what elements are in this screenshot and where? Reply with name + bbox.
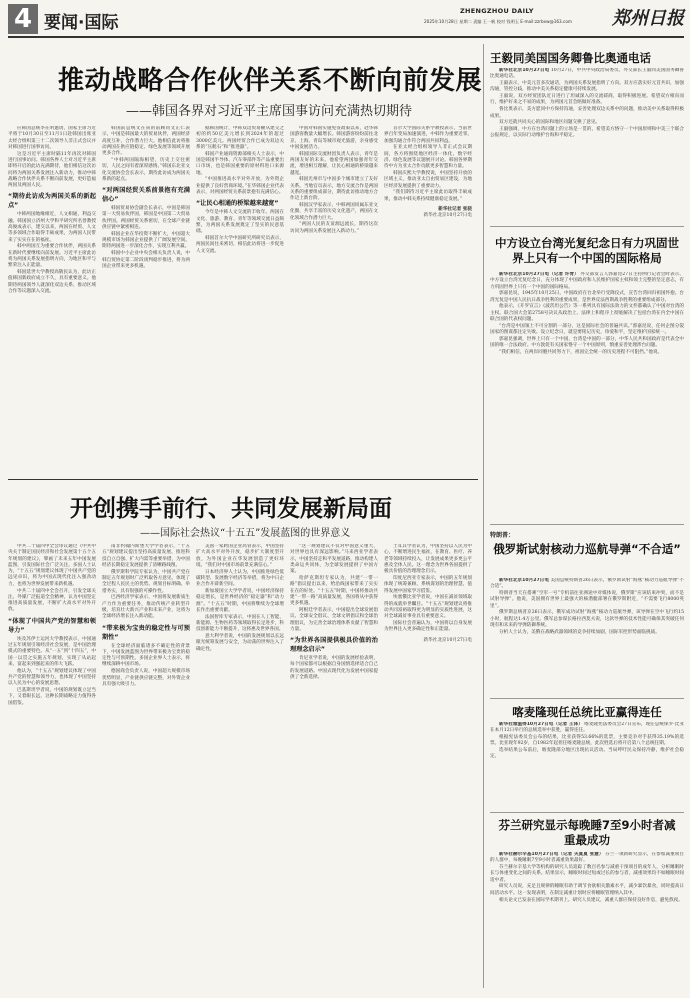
second-subhead-3: “为世界各国提供极具价值的治理理念启示” xyxy=(290,637,378,654)
right-divider-3 xyxy=(490,698,684,699)
lead-author: 新华社记者 张骁 xyxy=(438,207,472,213)
second-col-4: “这一规划建议不仅对中国意义重大，对世界也具有深远影响。”马来西亚学者表示，中国坚持走和平发展道路，推动构建人类命运共同体，为全球发展提供了中国方案。 哈萨克斯坦专家认为，共建“一带一路”倡议提出以来，给沿线国家带来了实实在在的好处。“十五五”时期，中国将推动共建“一带一路”高质量发展，各国将从中获得更多机遇。 阿根廷学者表示，中国提出全球发展倡议、全球安全倡议、全球文明倡议和全球治理倡议，为完善全球治理体系贡献了智慧和力量。 “为世界各国提供极具价值的治理理念启示” 肯尼亚学者说，中国的发展经验表明，每个国家都可以根据自身国情选择适合自己的发展道路。中国式现代化为发展中国家提供了全新选择。 xyxy=(290,544,378,681)
right-finland-title: 芬兰研究显示每晚睡7至9小时者减重最成功 xyxy=(498,818,676,847)
second-col-1: 中共二十届四中全会审议通过《中共中央关于制定国民经济和社会发展第十五个五年规划的建议》，擘画了未来五年中国发展蓝图，引发国际社会广泛关注。多国人士认为，“十五五”规划建议体现了中国共产党的远见卓识，将为中国式现代化注入强劲动力，也将为世界发展带来新机遇。 中共二十届四中全会召开，引发全球关注。外媒广泛报道全会精神，认为中国坚定推进高质量发展，不断扩大高水平对外开放。 “体现了中国共产党的智慧和领导力” 埃及苏伊士运河大学教授表示，中国通过五年规划引领经济社会发展，是中国治理模式的重要特色。从“一五”到“十四五”，中国一以贯之实施五年规划，实现了从站起来、富起来到强起来的伟大飞跃。 他认为，“十五五”规划建议体现了中国共产党的智慧和领导力，也体现了中国坚持以人民为中心的发展思想。 巴基斯坦学者说，中国的规划既立足当下，又着眼长远，这种长期战略定力值得各国借鉴。 xyxy=(8,544,96,706)
second-col-5: 土耳其学者认为，中国坚持以人民为中心，不断增进民生福祉，在教育、医疗、养老等领域持续投入，让发展成果更多更公平惠及全体人民。这一理念为世界各国提供了极具价值的治理理念启示。 印度尼西亚专家表示，中国的五年规划体现了统筹兼顾、系统谋划的治理智慧，值得发展中国家学习借鉴。 埃塞俄比亚学者说，中国在减贫领域取得的成就举世瞩目。“十五五”规划建议将推动共同富裕取得更为明显的实质性进展，这对全球减贫事业具有重要意义。 国际社会普遍认为，中国将以自身发展为世界注入更多确定性和正能量。 新华社北京10月27日电 xyxy=(384,544,472,643)
section-name: 要闻·国际 xyxy=(44,13,119,33)
lead-col-1: 应韩国总统李在明邀请，国家主席习近平将于10月30日至11月1日赴韩国出席亚太经合组织第三十二次领导人非正式会议并对韩国进行国事访问。 这是习近平主席时隔11年再次对韩国进行国事访问。韩国各界人士对习近平主席即将开启的此访充满期待，他们相信这次访问将为两国关系发展注入新动力，推动中韩战略合作伙伴关系不断向前发展，更好造福两国及两国人民。 “期待此访成为两国关系的新起点” 中韩两国地缘相近，人文相通，利益交融。韩国国立济州大学和平研究所名誉教授高俊成表示，建交以来，两国在经贸、人文等多领域合作取得丰硕成果，为两国人民带来了实实在在的福祉。 韩中两国互为重要合作伙伴，两国关系在新时代要继续向前发展。习近平主席此访将为两国关系发展指明方向，为地区和平与繁荣注入正能量。 韩国延世大学教授高敬民认为，此访正值韩国新政府成立不久，具有重要意义。他期待两国领导人就深化双边关系、推动区域合作等议题深入交流。 xyxy=(8,126,96,295)
second-subhead-2: “带来极为宝贵的稳定性与可预期性” xyxy=(102,624,190,641)
right-mid-kicker xyxy=(490,230,684,234)
masthead xyxy=(0,0,690,44)
right-mid-dateline: 新华社北京10月27日电（记者 许青） xyxy=(499,272,579,277)
paper-logo: 郑州日报 xyxy=(612,8,684,29)
lead-col-4: 中国对韩国实施免签政策以来，赴华韩国游客数量大幅增长。韩国游客纷纷前往北京、上海、青岛等城市观光旅游，亲身感受中国发展活力。 韩国国际交流财团负责人表示，青年是两国友好的未来。他希望两国加强青年交流，增进相互理解，让民心相通的桥梁越来越宽。 韩国光州市与中国多个城市建立了友好关系。当地官员表示，地方交流合作是两国关系的重要组成部分，期待此访推动地方合作迈上新台阶。 韩国汉学家表示，中韩两国同属东亚文化圈，共享丰富的历史文化遗产，两国在文化领域合作潜力巨大。 “两国人民的友谊源远流长，期待这次访问为两国关系发展注入新动力。” xyxy=(290,126,378,234)
second-subtitle: ——国际社会热议“十五五”发展蓝图的世界意义 xyxy=(140,528,351,539)
paper-name-en: ZHENGZHOU DAILY xyxy=(460,7,534,15)
second-col-3: 美国一家跨国企业高管表示，中国坚持扩大高水平对外开放，稳步扩大制度型开放，为外国企业在华发展创造了更好环境。“我们对中国市场前景充满信心。” 日本经济界人士认为，中国推进绿色低碳转型、发展数字经济等举措，将为中日企业合作开辟新空间。 新加坡国立大学学者说，中国经济保持稳定增长，是世界经济的“稳定器”和“动力源”。“十五五”时期，中国将继续为全球增长作出重要贡献。 法国智库专家表示，中国在人工智能、新能源、生物医药等领域取得长足进步，科技创新能力不断提升，这将惠及世界各国。 意大利学者说，中国的发展规划以长远眼光统筹发展与安全，为动荡的世界注入了确定性。 xyxy=(196,544,284,652)
second-title: 开创携手前行、共同发展新局面 xyxy=(70,496,392,522)
right-top-title: 王毅同美国国务卿鲁比奥通电话 xyxy=(490,51,651,65)
lead-col-2: 韩国前总统文在寅的前顾问文正仁表示，中国是韩国最大的贸易伙伴，两国经济高度互补，合作潜力巨大。他相信此访将推动两国在供应链稳定、绿色发展等领域开展更多合作。 “中韩两国隔海相望，历史上交往密切，人民之间有着深厚感情。”韩国东北亚文化交流协会会长表示，期待此访成为两国关系新的起点。 “对两国经贸关系前景抱有充满信心” 韩国贸易协会副会长表示，中国是韩国第一大贸易伙伴国，韩国是中国第二大贸易伙伴国。两国经贸关系密切，在全球产业链供应链中紧密相连。 韩国企业在华投资不断扩大，中国超大规模市场为韩国企业提供了广阔发展空间。期待两国进一步深化合作，实现互利共赢。 韩国中小企业中央会相关负责人说，中韩自贸协定第二阶段谈判稳步推进，将为两国企业带来更多机遇。 xyxy=(102,126,190,269)
right-russia-body: 新华社北京10月27日电 美国总统特朗普26日表示，俄罗斯试射“海燕”核动力巡航导弹“不合适”。 特朗普当天在搭乘“空军一号”专机前往亚洲途中对媒体说，俄罗斯“应该结束冲突，而不是试射导弹”。他说，美国拥有世界上最强大的核潜艇部署在俄罗斯附近，“不需要飞行8000英里”。 俄罗斯总统普京26日表示，俄军成功试射“海燕”核动力巡航导弹，该导弹在空中飞行约15小时，航程达1.4万公里。俄军总参谋长格拉西莫夫说，这款导弹的技术性能可确保其突破任何现有和未来的导弹防御系统。 分析人士认为，美俄在战略武器领域的竞争持续加剧，国际军控形势面临挑战。 xyxy=(490,578,684,635)
right-russia-title: 俄罗斯试射核动力巡航导弹“不合适” xyxy=(493,542,681,556)
masthead-rule xyxy=(8,36,684,38)
section-rule xyxy=(8,479,478,480)
right-divider-4 xyxy=(490,812,684,813)
second-dateline: 新华社北京10月27日电 xyxy=(423,637,472,643)
page-number: 4 xyxy=(8,4,38,34)
lead-col-3: 据韩国统计，中韩双边贸易额从建交之初的约50亿美元增长到2024年的超过3000亿美元。两国经贸合作已成为双边关系的“压舱石”和“推进器”。 韩国产业通商资源部相关人士表示，中国是韩国半导体、汽车零部件等产品重要出口市场，也是韩国重要的原材料进口来源地。 “中国推进高水平对外开放，为外资企业提供了良好营商环境。”在华韩国企业代表表示，对两国经贸关系前景抱有充满信心。 “让民心相通的桥梁越来越宽” 今年是中韩人文交流的丰收年。两国在文化、旅游、教育、青年等领域交流日益频繁，为两国关系发展奠定了坚实的民意基础。 韩国首尔大学中国研究所研究员表示，两国民间往来密切，相信此访将进一步促进人文交流。 xyxy=(196,126,284,254)
right-kenya-title: 喀麦隆现任总统比亚赢得连任 xyxy=(512,705,662,719)
right-russia-kicker: 特朗普： xyxy=(490,532,515,539)
lead-dateline: 新华社北京10月27日电 xyxy=(423,213,472,219)
lead-col-5: 首尔大学国际关系学教授表示，当前世界百年变局加速演进，中韩作为重要近邻，加强沟通合作符合两国共同利益。 在亚太经合组织领导人非正式会议期间，各方将围绕地区经济一体化、数字经济、绿色发展等议题展开讨论。韩国各界期待中方为亚太合作贡献更多智慧和力量。 韩国庆熙大学教授说，中国坚持开放的区域主义，推动亚太自由贸易区建设，为地区经济发展提供了重要动力。 “我们期待习近平主席此访取得丰硕成果，推动中韩关系持续健康稳定发展。” 新华社记者 张骁 新华社北京10月27日电 xyxy=(384,126,472,219)
right-mid-body: 新华社北京10月27日电（记者 许青） 外交部发言人郭嘉昆27日主持例行记者会时表示，中方设立台湾光复纪念日，充分体现了中国政府和人民维护国家主权和领土完整的坚定意志，有力巩固世界上只有一个中国的国际格局。 郭嘉昆说，1945年10月25日，中国政府在台北举行受降仪式，宣告台湾回归祖国怀抱。台湾光复是中国人民抗日战争胜利的重要成果，是世界反法西斯战争胜利的重要组成部分。 他表示，《开罗宣言》《波茨坦公告》等一系列具有国际法效力的文件都确认了中国对台湾的主权。联合国大会第2758号决议从政治上、法律上和程序上彻底解决了包括台湾在内全中国在联合国的代表权问题。 “台湾是中国领土不可分割的一部分，这是国际社会的普遍共识。”郭嘉昆说，任何企图分裂国家的图谋都注定失败。设立纪念日，就是要铭记历史，珍爱和平，坚定维护国家统一。 郭嘉昆强调，世界上只有一个中国，台湾是中国的一部分，中华人民共和国政府是代表全中国的唯一合法政府。中方敦促有关国家恪守一个中国原则，慎重妥善处理涉台问题。 “我们相信，在两岸同胞共同努力下，祖国完全统一的历史进程不可阻挡。”他说。 xyxy=(490,272,684,356)
date-line: 2025年10月28日 星期二 责编 王一帆 校对 钱明玉 E-mail:zzrbxw@163.com xyxy=(424,19,572,24)
right-finland-body: 新华社赫尔辛基10月27日电（记者 关夏夏 张慧） 芬兰一项新研究显示，在参加减重项目的人群中，每晚睡眠7至9小时者减重效果最好。 芬兰赫尔辛基大学等机构的研究人员追踪了数百名参与减重干预项目的成年人，分析睡眠时长与体重变化之间的关系。结果显示，睡眠时间过短或过长的参与者，减重效果均不如睡眠时间适中者。 研究人员说，充足且规律的睡眠有助于调节食欲相关激素水平，减少暴饮暴食，同时提高日间活动水平。这一发现表明，在制定减重计划时应将睡眠管理纳入其中。 相关论文已发表在国际学术期刊上。研究人员建议，减重人群应保持良好作息，避免熬夜。 xyxy=(490,852,684,903)
column-divider xyxy=(483,44,484,988)
lead-subhead-1: “期待此访成为两国关系的新起点” xyxy=(8,193,96,210)
lead-subhead-2: “对两国经贸关系前景抱有充满信心” xyxy=(102,187,190,204)
right-top-body: 新华社北京10月27日电 10月27日，中共中央政治局委员、外交部长王毅同美国国务卿鲁比奥通电话。 王毅表示，中美元首多次通话，为两国关系发展指明了方向。双方应落实好元首共识，加强沟通，管控分歧，推动中美关系稳定健康可持续发展。 王毅说，双方经贸团队近日进行了坦诚深入的交流磋商，取得积极进展。希望双方相向而行，维护好来之不易的成果，为两国元首会晤做好准备。 鲁比奥表示，美方愿同中方保持沟通，妥善处理双边关系中的问题，推动美中关系取得积极成果。 双方还就共同关心的国际和地区问题交换了意见。 王毅强调，中方在台湾问题上的立场是一贯的，希望美方恪守一个中国原则和中美三个联合公报规定，以实际行动维护台海和平稳定。 xyxy=(490,68,684,139)
right-top-dateline: 新华社北京10月27日电 xyxy=(499,68,550,73)
right-finland-dateline: 新华社赫尔辛基10月27日电（记者 关夏夏 张慧） xyxy=(499,852,604,857)
lead-subtitle: ——韩国各界对习近平主席国事访问充满热切期待 xyxy=(126,104,413,119)
right-mid-title: 中方设立台湾光复纪念日有力巩固世界上只有一个中国的国际格局 xyxy=(495,236,679,265)
right-divider-2 xyxy=(490,524,684,525)
right-kenya-dateline: 新华社雅温得10月27日电（记者 王泽） xyxy=(499,722,583,727)
right-divider-1 xyxy=(490,226,684,227)
second-subhead-1: “体现了中国共产党的智慧和领导力” xyxy=(8,617,96,634)
right-russia-dateline: 新华社北京10月27日电 xyxy=(499,578,549,583)
lead-title: 推动战略合作伙伴关系不断向前发展 xyxy=(58,66,483,96)
second-col-2: 南非约翰内斯堡大学学者表示，“十五五”规划建议提出坚持高质量发展、推进科技自立自强、扩大内需等重要举措，为中国经济长期稳定发展提供了清晰路线图。 俄罗斯科学院专家认为，中国共产党在制定五年规划时广泛听取各方意见，体现了全过程人民民主的优势。规划目标明确、举措务实，具有很强的可操作性。 巴西经济学家表示，中国将发展新质生产力作为重要任务，推动传统产业转型升级，培育壮大新兴产业和未来产业，这将为全球经济增长注入新动能。 “带来极为宝贵的稳定性与可预期性” 在全球经济面临诸多不确定性的背景下，中国发展蓝图为世界带来极为宝贵的稳定性与可预期性。多国企业界人士表示，将继续深耕中国市场。 德国商会负责人说，中国超大规模市场优势明显，产业链供应链完整，对外资企业具有强大吸引力。 xyxy=(102,544,190,687)
right-kenya-body: 新华社雅温得10月27日电（记者 王泽） 喀麦隆宪法委员会27日宣布，现任总统保罗·比亚在本月12日举行的总统选举中获胜，赢得连任。 根据宪法委员会公布的结果，比亚获得53.66%的选票，主要竞争对手获得35.19%的选票。比亚现年92岁，自1982年起担任喀麦隆总统，此次胜选后将开启第八个总统任期。 选举结果公布前后，喀麦隆部分地区出现抗议活动。当局呼吁民众保持冷静，维护社会稳定。 xyxy=(490,722,684,760)
lead-subhead-3: “让民心相通的桥梁越来越宽” xyxy=(196,200,279,208)
